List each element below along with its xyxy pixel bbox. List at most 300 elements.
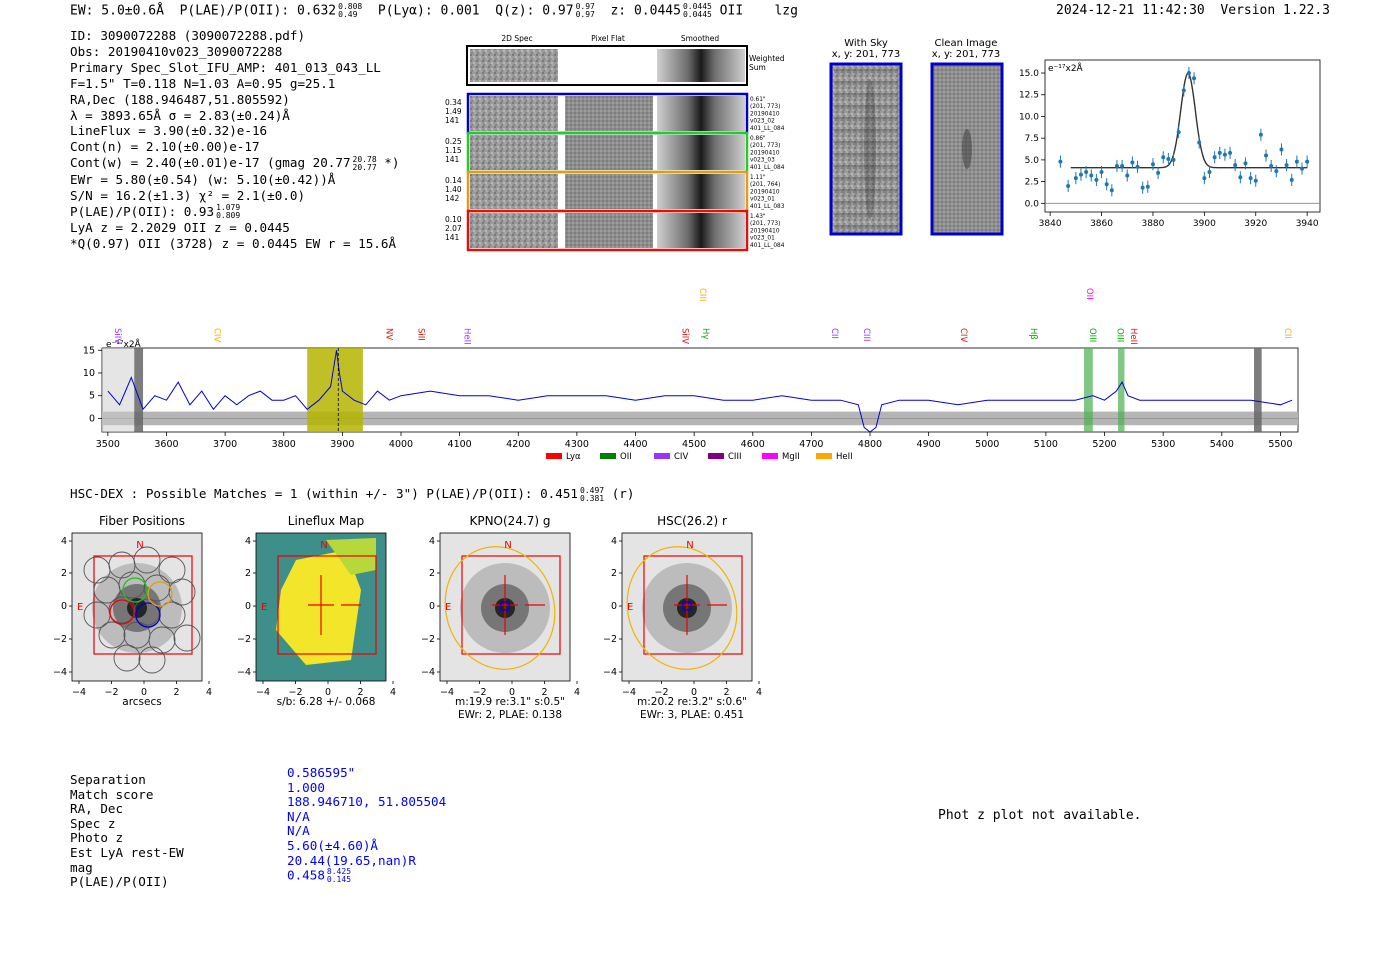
zoom-data-point bbox=[1202, 176, 1206, 180]
cutout-ytick-label: 0 bbox=[610, 601, 617, 612]
cutout-ytick-label: −4 bbox=[52, 667, 67, 678]
clean-image-xy: x, y: 201, 773 bbox=[931, 49, 1001, 60]
zoom-data-point bbox=[1243, 161, 1247, 165]
cutout-subtitle-2: EWr: 2, PLAE: 0.138 bbox=[457, 709, 563, 721]
zoom-xtick-label: 3880 bbox=[1141, 219, 1165, 229]
spec2d-row-meta: 20190410 bbox=[750, 189, 780, 196]
sky-trace bbox=[864, 79, 876, 219]
detection-info bbox=[70, 28, 399, 252]
info-lambda: λ = 3893.65Å σ = 2.83(±0.24)Å bbox=[70, 107, 290, 123]
cutout-xtick-label: −4 bbox=[439, 687, 455, 698]
cutout-xtick-label: 2 bbox=[541, 687, 548, 698]
sky-stripe bbox=[834, 201, 898, 205]
legend-label: HeII bbox=[836, 452, 853, 462]
spec2d-row-stat: 141 bbox=[445, 155, 460, 164]
match-label-separation: Separation bbox=[70, 772, 146, 787]
match-value-specz: N/A bbox=[287, 808, 310, 824]
spec2d-row-meta: v023_01 bbox=[750, 196, 775, 203]
zoom-data-point bbox=[1156, 171, 1160, 175]
info-lya: LyA z = 2.2029 OII z = 0.0445 bbox=[70, 220, 290, 236]
cutout-xtick-label: 4 bbox=[573, 687, 581, 698]
spectral-line-label: SiII bbox=[415, 328, 426, 341]
hsc-dex-text: HSC-DEX : Possible Matches = 1 (within +/- 3") P(LAE)/P(OII): 0.451 bbox=[70, 486, 578, 501]
zoom-data-point bbox=[1100, 170, 1104, 174]
smoothed-cell bbox=[657, 213, 745, 248]
zoom-xtick-label: 3940 bbox=[1295, 219, 1319, 229]
info-plae: P(LAE)/P(OII): 0.93 bbox=[70, 203, 215, 219]
cutout-image-panel bbox=[236, 530, 397, 705]
cutout-ytick-label: −2 bbox=[420, 634, 435, 645]
spec2d-row-meta: 401_LL_084 bbox=[750, 125, 785, 132]
full-xtick-label: 3500 bbox=[95, 439, 120, 450]
spec2d-row-stat: 142 bbox=[445, 194, 460, 203]
cutout-xtick-label: 2 bbox=[173, 687, 180, 698]
zoom-data-point bbox=[1274, 169, 1278, 173]
spec2d-row-meta: v023_02 bbox=[750, 118, 775, 125]
zoom-xtick-label: 3920 bbox=[1244, 219, 1268, 229]
spec2d-cell bbox=[470, 174, 558, 209]
spec2d-panel bbox=[440, 30, 800, 255]
zoom-data-point bbox=[1089, 174, 1093, 178]
compass-north: N bbox=[320, 540, 328, 551]
zoom-xtick-label: 3860 bbox=[1090, 219, 1113, 229]
spec2d-row-meta: 401_LL_084 bbox=[750, 164, 785, 171]
zoom-data-point bbox=[1182, 88, 1186, 92]
compass-east: E bbox=[261, 602, 268, 613]
cutout-xtick-label: 4 bbox=[389, 687, 397, 698]
full-xtick-label: 3600 bbox=[154, 439, 179, 450]
oiii-band bbox=[1084, 348, 1093, 432]
full-xtick-label: 4600 bbox=[740, 439, 765, 450]
full-ytick-label: 15 bbox=[82, 345, 95, 357]
weighted-sum-smoothed bbox=[657, 49, 745, 82]
cutout-xtick-label: −4 bbox=[71, 687, 87, 698]
legend-swatch bbox=[600, 453, 616, 459]
spec2d-cell bbox=[470, 135, 558, 170]
compass-east: E bbox=[445, 602, 452, 613]
match-value-separation: 0.586595" bbox=[287, 765, 356, 780]
full-xtick-label: 5200 bbox=[1092, 439, 1117, 450]
spec2d-row-stat: 1.15 bbox=[445, 146, 462, 155]
full-unit-label: e⁻¹⁷x2Å bbox=[106, 340, 141, 350]
pixelflat-cell bbox=[565, 96, 653, 131]
header-z: z: 0.0445 bbox=[610, 3, 681, 19]
cutout-ytick-label: 4 bbox=[610, 536, 617, 547]
cutout-subtitle: s/b: 6.28 +/- 0.068 bbox=[276, 696, 376, 708]
info-contw-lo: 20.77 bbox=[352, 162, 377, 172]
info-id: ID: 3090072288 (3090072288.pdf) bbox=[70, 28, 306, 43]
full-xtick-label: 4500 bbox=[682, 439, 707, 450]
spec2d-row-meta: 20190410 bbox=[750, 150, 780, 157]
spectral-line-label: CIII bbox=[861, 328, 872, 342]
pixelflat-cell bbox=[565, 174, 653, 209]
spec2d-row-meta: 1.11" bbox=[750, 175, 766, 181]
compass-east: E bbox=[627, 602, 634, 613]
spectral-line-label: SiIV bbox=[679, 328, 690, 345]
spec2d-row-meta: 0.61" bbox=[750, 97, 766, 103]
cutout-xtick-label: 0 bbox=[140, 687, 148, 698]
match-labels bbox=[70, 773, 184, 890]
zoom-ytick-label: 15.0 bbox=[1018, 69, 1039, 80]
zoom-data-point bbox=[1305, 160, 1309, 164]
header-z-line: OII bbox=[719, 3, 744, 19]
full-xtick-label: 4100 bbox=[447, 439, 472, 450]
cutout-ytick-label: 2 bbox=[60, 568, 67, 579]
cutout-title: KPNO(24.7) g bbox=[469, 514, 551, 528]
sky-stripe bbox=[834, 69, 898, 73]
cutout-xtick-label: 0 bbox=[690, 687, 698, 698]
hsc-dex-title bbox=[70, 486, 634, 503]
version: Version 1.22.3 bbox=[1220, 3, 1330, 18]
zoom-data-point bbox=[1197, 141, 1201, 145]
header-initials: lzg bbox=[774, 3, 798, 19]
match-label-plae: P(LAE)/P(OII) bbox=[70, 874, 169, 890]
spec2d-row-meta: 20190410 bbox=[750, 228, 780, 235]
match-value-photoz: N/A bbox=[287, 823, 310, 839]
legend-swatch bbox=[762, 453, 778, 459]
cutout-ytick-label: −4 bbox=[602, 667, 617, 678]
zoom-data-point bbox=[1130, 160, 1134, 164]
zoom-data-point bbox=[1207, 170, 1211, 174]
header-qz: Q(z): 0.97 bbox=[495, 3, 574, 19]
cutout-ytick-label: 0 bbox=[244, 601, 251, 612]
info-q: *Q(0.97) OII (3728) z = 0.0445 EW r = 15.6Å bbox=[70, 235, 397, 251]
smoothed-cell bbox=[657, 96, 745, 131]
col-label-2dspec: 2D Spec bbox=[501, 34, 533, 43]
header-plae-lo: 0.49 bbox=[338, 10, 358, 19]
legend-label: OII bbox=[620, 452, 632, 462]
zoom-ytick-label: 12.5 bbox=[1018, 90, 1039, 101]
full-xtick-label: 4400 bbox=[623, 439, 648, 450]
spectral-line-label: CIV bbox=[957, 328, 968, 343]
full-xtick-label: 4700 bbox=[799, 439, 824, 450]
zoom-data-point bbox=[1172, 158, 1176, 162]
zoom-data-point bbox=[1279, 147, 1283, 151]
legend-label: Lyα bbox=[566, 452, 581, 462]
hsc-dex-lo: 0.381 bbox=[580, 493, 605, 503]
spectral-line-label: NV bbox=[383, 328, 394, 341]
full-xtick-label: 4900 bbox=[916, 439, 941, 450]
full-xtick-label: 5300 bbox=[1151, 439, 1176, 450]
zoom-plot-frame bbox=[1045, 60, 1320, 212]
cutout-xtick-label: 0 bbox=[508, 687, 516, 698]
weighted-sum-label-1: Weighted bbox=[749, 54, 785, 63]
legend-label: CIV bbox=[674, 452, 689, 462]
cutout-ytick-label: −4 bbox=[236, 667, 251, 678]
spec2d-row-stat: 141 bbox=[445, 116, 460, 125]
zoom-data-point bbox=[1125, 174, 1129, 178]
zoom-data-point bbox=[1084, 170, 1088, 174]
full-xtick-label: 3900 bbox=[330, 439, 355, 450]
zoom-data-point bbox=[1177, 130, 1181, 134]
compass-north: N bbox=[504, 540, 512, 551]
smoothed-cell bbox=[657, 135, 745, 170]
zoom-data-point bbox=[1110, 188, 1114, 192]
full-xtick-label: 3700 bbox=[213, 439, 238, 450]
cutout-xtick-label: −2 bbox=[654, 687, 669, 698]
zoom-data-point bbox=[1249, 176, 1253, 180]
zoom-data-point bbox=[1166, 157, 1170, 161]
spec2d-row-stat: 1.40 bbox=[445, 185, 462, 194]
sky-stripe bbox=[834, 225, 898, 229]
info-obs: Obs: 20190410v023_3090072288 bbox=[70, 43, 283, 59]
spectral-line-label: Hβ bbox=[1028, 328, 1039, 340]
match-label-photoz: Photo z bbox=[70, 830, 124, 846]
smoothed-cell bbox=[657, 174, 745, 209]
cutout-ytick-label: 4 bbox=[428, 536, 435, 547]
full-ytick-label: 5 bbox=[88, 390, 95, 402]
cutout-xtick-label: −2 bbox=[472, 687, 487, 698]
cutout-subtitle: arcsecs bbox=[122, 696, 162, 708]
zoom-ytick-label: 0.0 bbox=[1024, 199, 1039, 210]
cutout-ytick-label: 4 bbox=[244, 536, 251, 547]
info-contw-hi: 20.78 bbox=[352, 154, 377, 164]
sky-stripe bbox=[834, 93, 898, 97]
spec2d-row-stat: 2.07 bbox=[445, 224, 462, 233]
info-contn: Cont(n) = 2.10(±0.00)e-17 bbox=[70, 139, 260, 155]
match-label-radec: RA, Dec bbox=[70, 801, 124, 817]
spectral-line-label: CII bbox=[1282, 328, 1293, 339]
zoom-ytick-label: 2.5 bbox=[1024, 177, 1039, 188]
spec2d-row-meta: 401_LL_084 bbox=[750, 242, 785, 249]
zoom-data-point bbox=[1269, 164, 1273, 168]
hsc-dex-hi: 0.497 bbox=[580, 485, 605, 495]
spec2d-row-meta: (201, 773) bbox=[750, 104, 781, 111]
header-plae-hi: 0.808 bbox=[338, 2, 363, 11]
cutout-ytick-label: 2 bbox=[428, 568, 435, 579]
legend-label: MgII bbox=[782, 452, 800, 462]
spec2d-row-meta: 20190410 bbox=[750, 111, 780, 118]
zoom-data-point bbox=[1290, 178, 1294, 182]
col-label-smoothed: Smoothed bbox=[680, 34, 720, 43]
sky-stripe bbox=[834, 81, 898, 85]
cutout-title: Fiber Positions bbox=[98, 514, 186, 528]
zoom-data-point bbox=[1074, 176, 1078, 180]
cutout-title: HSC(26.2) r bbox=[657, 514, 727, 528]
spectral-line-label: CII bbox=[828, 328, 839, 339]
legend-swatch bbox=[546, 453, 562, 459]
zoom-ytick-label: 10.0 bbox=[1018, 112, 1039, 123]
left-mask bbox=[102, 348, 134, 432]
zoom-data-point bbox=[1228, 151, 1232, 155]
zoom-data-point bbox=[1285, 163, 1289, 167]
spec2d-row-meta: 0.86" bbox=[750, 136, 766, 142]
cutout-ytick-label: −2 bbox=[602, 634, 617, 645]
match-plae-lo: 0.145 bbox=[326, 875, 352, 885]
spec2d-row-stat: 0.34 bbox=[445, 98, 462, 107]
zoom-data-point bbox=[1105, 182, 1109, 186]
info-plae-hi: 1.079 bbox=[216, 203, 241, 213]
cutout-xtick-label: −2 bbox=[104, 687, 119, 698]
spec2d-row-meta: (201, 773) bbox=[750, 143, 781, 150]
info-radec: RA,Dec (188.946487,51.805592) bbox=[70, 91, 290, 107]
match-value-mag: 20.44(19.65,nan)R bbox=[287, 852, 416, 868]
zoom-unit-label: e⁻¹⁷x2Å bbox=[1048, 64, 1083, 74]
header-ew: EW: 5.0±0.6Å bbox=[70, 3, 164, 19]
info-primary: Primary Spec_Slot_IFU_AMP: 401_013_043_LL bbox=[70, 59, 381, 75]
cutout-ytick-label: 4 bbox=[60, 536, 67, 547]
zoom-xtick-label: 3900 bbox=[1192, 219, 1216, 229]
cutout-ytick-label: 0 bbox=[428, 601, 435, 612]
compass-north: N bbox=[136, 540, 144, 551]
full-xtick-label: 4800 bbox=[857, 439, 883, 450]
cutout-subtitle-2: EWr: 3, PLAE: 0.451 bbox=[639, 709, 745, 721]
zoom-data-point bbox=[1223, 153, 1227, 157]
info-fit: F=1.5" T=0.118 N=1.03 A=0.95 g=25.1 bbox=[70, 75, 336, 91]
spectral-line-label: OII bbox=[1083, 288, 1094, 300]
cutout-ytick-label: −4 bbox=[420, 667, 435, 678]
col-label-pixelflat: Pixel Flat bbox=[591, 34, 625, 43]
zoom-data-point bbox=[1233, 163, 1237, 167]
cutout-xtick-label: 2 bbox=[357, 687, 364, 698]
full-xtick-label: 5100 bbox=[1033, 439, 1058, 450]
zoom-data-point bbox=[1187, 71, 1191, 75]
spec2d-cell bbox=[470, 213, 558, 248]
legend-swatch bbox=[816, 453, 832, 459]
header-z-lo: 0.0445 bbox=[682, 10, 712, 19]
zoom-data-point bbox=[1213, 155, 1217, 159]
full-xtick-label: 4000 bbox=[388, 439, 414, 450]
header-plya: P(Lyα): 0.001 bbox=[377, 3, 480, 19]
spec2d-row-meta: 1.43" bbox=[750, 214, 766, 220]
zoom-data-point bbox=[1264, 154, 1268, 158]
clean-image-title: Clean Image bbox=[934, 38, 998, 49]
zoom-data-point bbox=[1136, 165, 1140, 169]
pixelflat-cell bbox=[565, 135, 653, 170]
cutout-ytick-label: 2 bbox=[610, 568, 617, 579]
cutout-xtick-label: 2 bbox=[723, 687, 730, 698]
spec2d-cell bbox=[470, 96, 558, 131]
cutout-subtitle: m:19.9 re:3.1" s:0.5" bbox=[455, 696, 565, 708]
zoom-data-point bbox=[1151, 162, 1155, 166]
zoom-ytick-label: 5.0 bbox=[1024, 155, 1039, 166]
zoom-data-point bbox=[1146, 185, 1150, 189]
cutout-title: Lineflux Map bbox=[287, 514, 365, 528]
compass-north: N bbox=[686, 540, 694, 551]
zoom-data-point bbox=[1192, 76, 1196, 80]
match-values bbox=[287, 766, 446, 884]
info-ewr: EWr = 5.80(±0.54) (w: 5.10(±0.42))Å bbox=[70, 171, 336, 187]
full-ytick-label: 10 bbox=[82, 367, 95, 379]
oiii-band bbox=[1118, 348, 1124, 432]
spec2d-row-stat: 0.10 bbox=[445, 215, 462, 224]
info-contw: Cont(w) = 2.40(±0.01)e-17 (gmag 20.77 bbox=[70, 155, 351, 171]
weighted-sum-2d bbox=[470, 49, 558, 82]
masked-band bbox=[1254, 348, 1262, 432]
zoom-spectrum-chart bbox=[1020, 55, 1340, 235]
zoom-data-point bbox=[1094, 178, 1098, 182]
zoom-data-point bbox=[1141, 186, 1145, 190]
info-contw-end: *) bbox=[384, 155, 400, 171]
cutout-image-panel bbox=[52, 530, 213, 705]
header-summary bbox=[70, 3, 798, 19]
cutout-subtitle: m:20.2 re:3.2" s:0.6" bbox=[637, 696, 747, 708]
header-qz-lo: 0.97 bbox=[575, 10, 595, 19]
full-xtick-label: 5500 bbox=[1268, 439, 1293, 450]
with-sky-image bbox=[830, 63, 902, 235]
zoom-data-point bbox=[1079, 173, 1083, 177]
match-value-score: 1.000 bbox=[287, 779, 325, 795]
header-right bbox=[1056, 3, 1330, 18]
spec2d-row-stat: 0.25 bbox=[445, 137, 462, 146]
match-value-ew: 5.60(±4.60)Å bbox=[287, 837, 378, 853]
zoom-ytick-label: 7.5 bbox=[1024, 134, 1039, 145]
zoom-data-point bbox=[1259, 133, 1263, 137]
legend-swatch bbox=[654, 453, 670, 459]
zoom-data-point bbox=[1115, 164, 1119, 168]
zoom-data-point bbox=[1300, 167, 1304, 171]
spectral-line-label: HeII bbox=[1127, 328, 1138, 345]
match-value-radec: 188.946710, 51.805504 bbox=[287, 794, 447, 810]
cutout-xtick-label: 4 bbox=[205, 687, 213, 698]
zoom-data-point bbox=[1238, 175, 1242, 179]
match-label-mag: mag bbox=[70, 859, 93, 875]
cutout-xtick-label: 4 bbox=[755, 687, 763, 698]
spec2d-rows bbox=[445, 94, 785, 250]
weighted-sum-label-2: Sum bbox=[749, 63, 766, 72]
cutout-ytick-label: −2 bbox=[236, 634, 251, 645]
spec2d-row-stat: 141 bbox=[445, 233, 460, 242]
zoom-xtick-label: 3840 bbox=[1038, 219, 1062, 229]
header-z-hi: 0.0445 bbox=[682, 2, 712, 11]
match-label-specz: Spec z bbox=[70, 815, 116, 831]
zoom-data-point bbox=[1295, 160, 1299, 164]
spec2d-row-meta: v023_01 bbox=[750, 235, 775, 242]
spectral-line-label: OIII bbox=[1086, 328, 1097, 343]
spectral-line-label: CIV bbox=[211, 328, 222, 343]
spec2d-row-stat: 1.49 bbox=[445, 107, 462, 116]
match-plae-hi: 8.425 bbox=[326, 867, 352, 877]
with-sky-title: With Sky bbox=[844, 38, 888, 49]
legend-swatch bbox=[708, 453, 724, 459]
header-plae: P(LAE)/P(OII): 0.632 bbox=[179, 3, 337, 19]
clean-image bbox=[931, 63, 1003, 235]
hsc-dex-end: (r) bbox=[611, 486, 635, 501]
full-xtick-label: 4300 bbox=[564, 439, 589, 450]
cutout-xtick-label: −4 bbox=[621, 687, 637, 698]
timestamp: 2024-12-21 11:42:30 bbox=[1056, 3, 1205, 18]
full-spectrum-chart bbox=[60, 280, 1320, 465]
zoom-data-point bbox=[1058, 160, 1062, 164]
spectral-line-label: Hγ bbox=[699, 328, 710, 340]
full-xtick-label: 3800 bbox=[271, 439, 296, 450]
match-label-score: Match score bbox=[70, 786, 154, 802]
full-xtick-label: 5000 bbox=[975, 439, 1000, 450]
spectral-line-label: HeII bbox=[461, 328, 472, 345]
spectral-line-label: SiIV bbox=[111, 328, 122, 345]
cutout-xtick-label: −4 bbox=[255, 687, 271, 698]
spectral-line-label: CIII bbox=[697, 288, 707, 302]
spec2d-row-meta: 401_LL_083 bbox=[750, 203, 785, 210]
zoom-data-point bbox=[1254, 179, 1258, 183]
info-lineflux: LineFlux = 3.90(±0.32)e-16 bbox=[70, 123, 268, 139]
spec2d-row-meta: v023_03 bbox=[750, 157, 775, 164]
with-sky-xy: x, y: 201, 773 bbox=[831, 49, 901, 60]
match-label-ew: Est LyA rest-EW bbox=[70, 844, 184, 860]
header-qz-hi: 0.97 bbox=[575, 2, 595, 11]
cutout-image-panel bbox=[602, 530, 763, 705]
legend-label: CIII bbox=[728, 452, 742, 462]
compass-east: E bbox=[77, 602, 84, 613]
full-xtick-label: 5400 bbox=[1209, 439, 1234, 450]
info-sn: S/N = 16.2(±1.3) χ² = 2.1(±0.0) bbox=[70, 187, 306, 203]
zoom-data-point bbox=[1218, 151, 1222, 155]
full-xtick-label: 4200 bbox=[506, 439, 531, 450]
cutout-ytick-label: −2 bbox=[52, 634, 67, 645]
zoom-data-point bbox=[1120, 164, 1124, 168]
spec2d-row-meta: (201, 773) bbox=[750, 221, 781, 228]
zoom-data-point bbox=[1066, 184, 1070, 188]
